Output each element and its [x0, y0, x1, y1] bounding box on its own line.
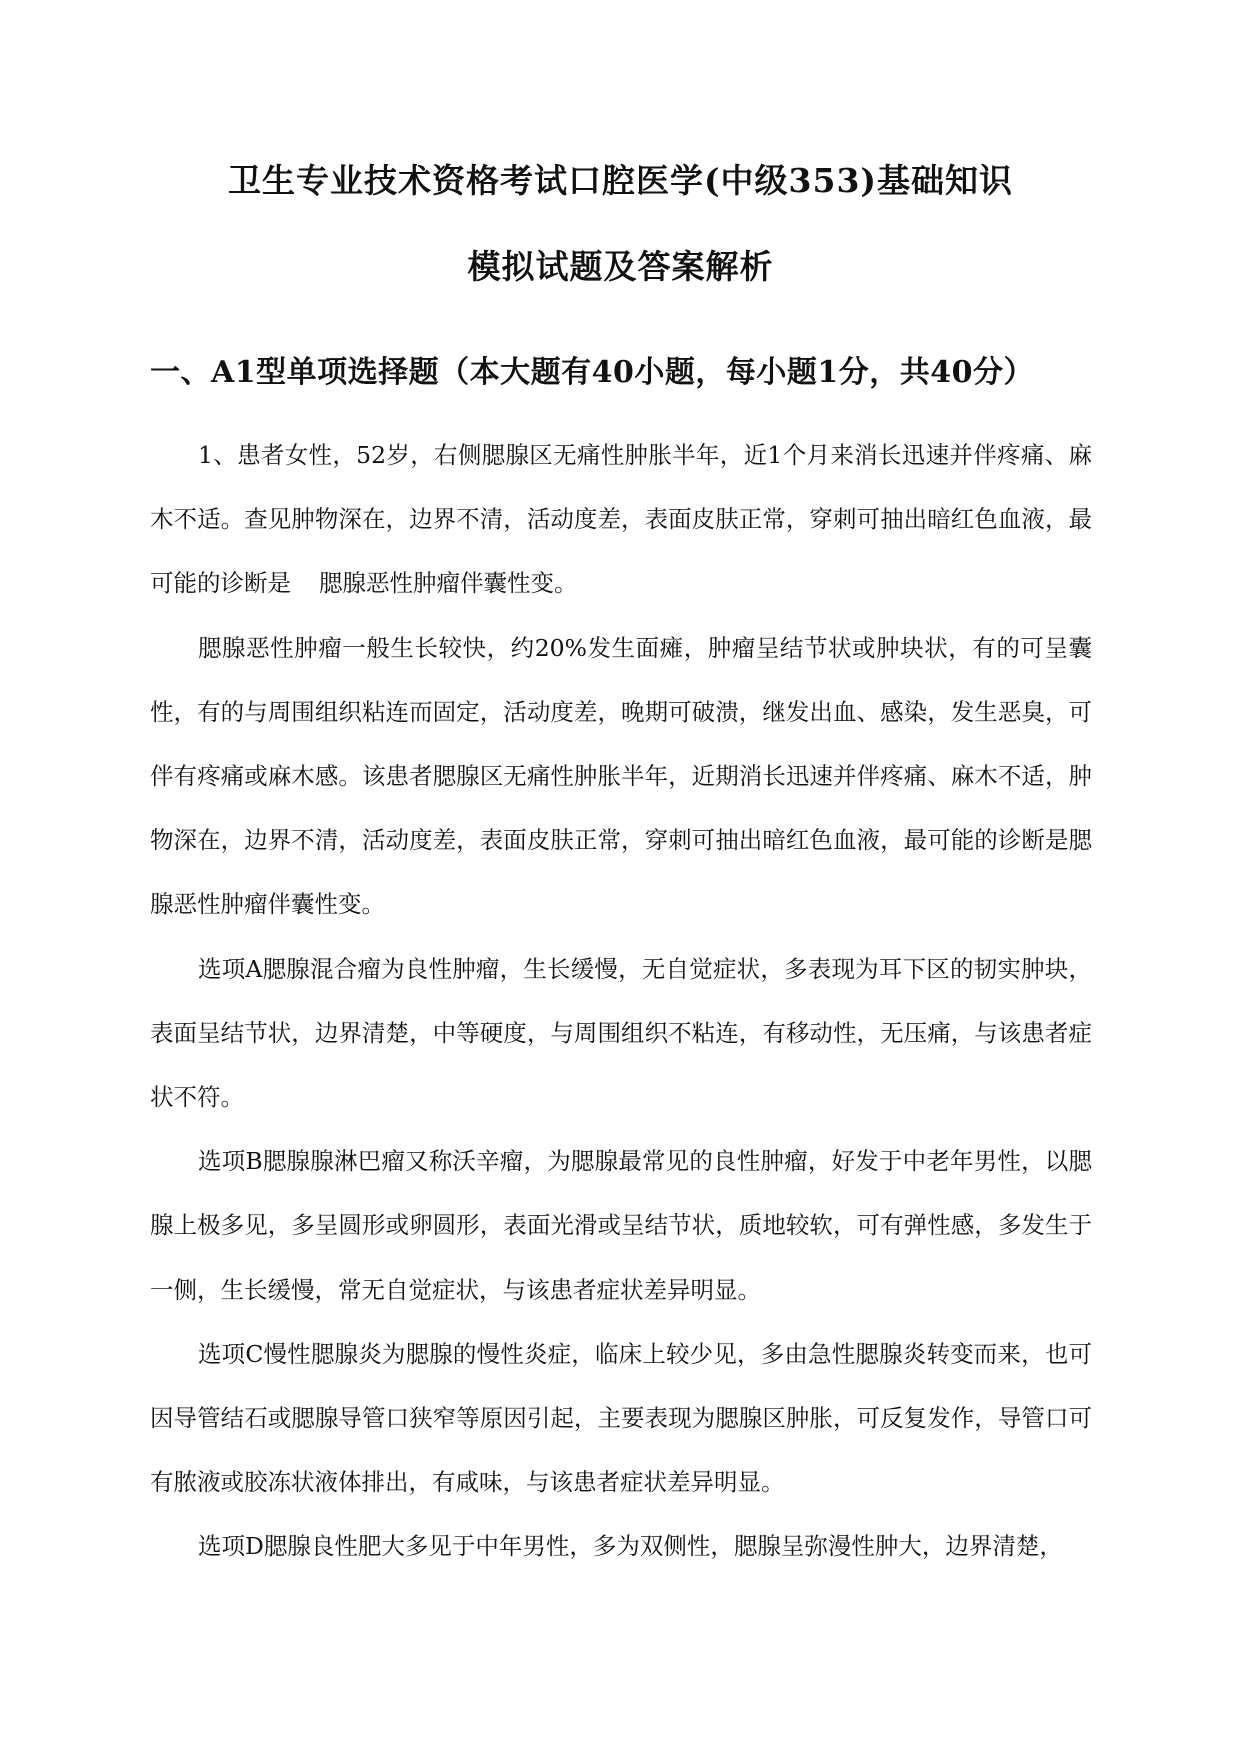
option-c-explanation: 选项C慢性腮腺炎为腮腺的慢性炎症，临床上较少见，多由急性腮腺炎转变而来，也可因导管结石或腮腺导管口狭窄等原因引起，主要表现为腮腺区肿胀，可反复发作，导管口可有脓液或胶冻状液体排出，有咸味，与该患者症状差异明显。: [150, 1339, 1092, 1497]
question-stem: 1、患者女性，52岁，右侧腮腺区无痛性肿胀半年，近1个月来消长迅速并伴疼痛、麻木不适。查见肿物深在，边界不清，活动度差，表面皮肤正常，穿刺可抽出暗红色血液，最可能的诊断是: [150, 441, 1092, 598]
option-d-explanation: 选项D腮腺良性肥大多见于中年男性，多为双侧性，腮腺呈弥漫性肿大，边界清楚，: [198, 1532, 1063, 1561]
question-answer: 腮腺恶性肿瘤伴囊性变。: [319, 569, 578, 598]
option-a-explanation: 选项A腮腺混合瘤为良性肿瘤，生长缓慢，无自觉症状，多表现为耳下区的韧实肿块，表面呈结节状，边界清楚，中等硬度，与周围组织不粘连，有移动性，无压痛，与该患者症状不符。: [150, 954, 1092, 1112]
section-heading: 一、A1型单项选择题（本大题有40小题，每小题1分，共40分）: [150, 355, 1035, 390]
explanation-paragraph: 腮腺恶性肿瘤一般生长较快，约20%发生面瘫，肿瘤呈结节状或肿块状，有的可呈囊性，有的与周围组织粘连而固定，活动度差，晚期可破溃，继发出血、感染，发生恶臭，可伴有疼痛或麻木感。该患者腮腺区无痛性肿胀半年，近期消长迅速并伴疼痛、麻木不适，肿物深在，边界不清，活动度差，表面皮肤正常，穿刺可抽出暗红色血液，最可能的诊断是腮腺恶性肿瘤伴囊性变。: [150, 633, 1092, 919]
option-b-explanation: 选项B腮腺腺淋巴瘤又称沃辛瘤，为腮腺最常见的良性肿瘤，好发于中老年男性，以腮腺上极多见，多呈圆形或卵圆形，表面光滑或呈结节状，质地较软，可有弹性感，多发生于一侧，生长缓慢，常无自觉症状，与该患者症状差异明显。: [150, 1147, 1092, 1304]
question-1: [150, 423, 1092, 616]
document-title-line2: 模拟试题及答案解析: [467, 247, 774, 286]
document-body: [150, 423, 1092, 1579]
document-title-line1: 卫生专业技术资格考试口腔医学(中级353)基础知识: [227, 161, 1014, 200]
